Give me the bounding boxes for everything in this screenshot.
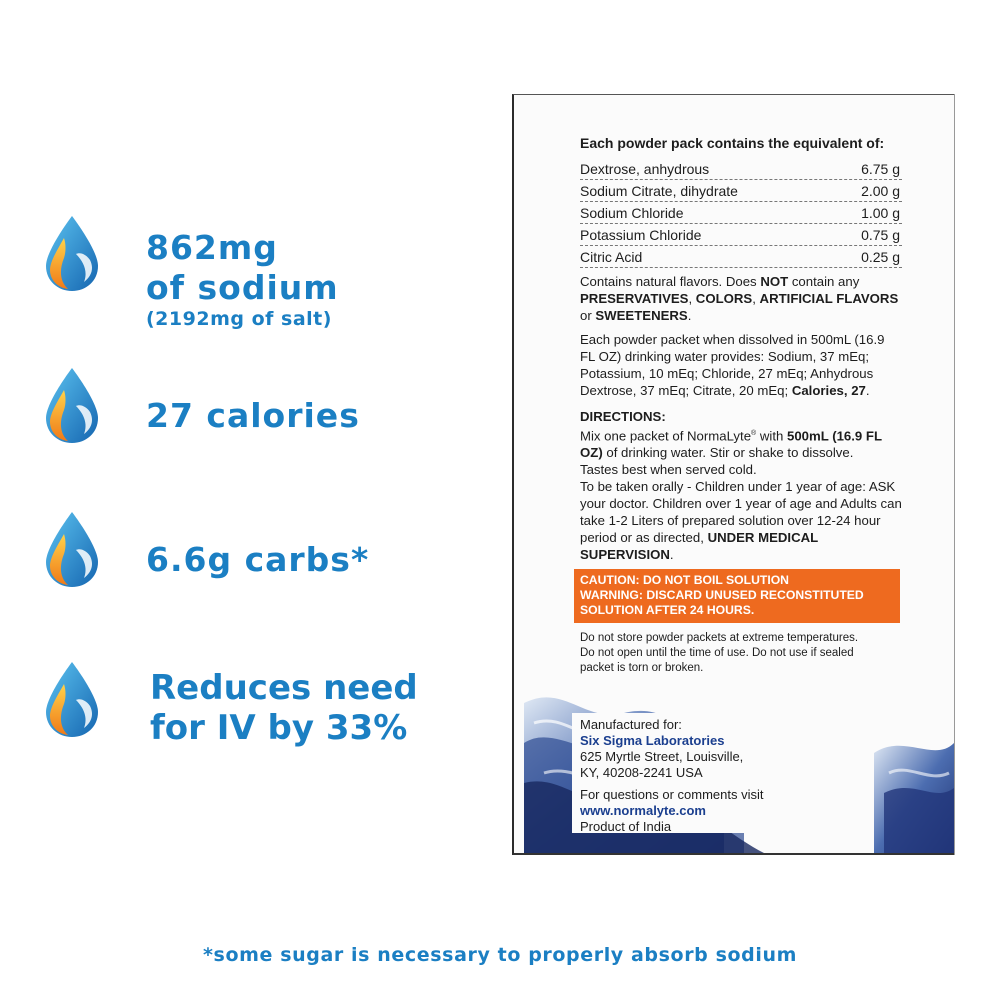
feature-carbs [44,510,369,588]
storage-text: Do not store powder packets at extreme temperatures. Do not open until the time of use. Do not use if sealed packet is torn or broken. [580,632,859,675]
footnote: *some sugar is necessary to properly absorb sodium [203,944,797,966]
product-label [580,95,902,676]
questions-text: For questions or comments visit [580,787,764,802]
ingredient-amount: 1.00 g [861,205,900,221]
manufactured-for-label: Manufactured for: [580,717,682,732]
feature-line: 862mg [146,228,278,267]
product-box-panel [512,94,954,855]
caution-banner [574,569,900,623]
ingredient-row [580,158,902,180]
feature-sodium [44,214,339,330]
provides-text: Each powder packet when dissolved in 500mL (16.9 FL OZ) drinking water provides: Sodium, 37 mEq; Potassium, 10 mEq; Chloride, 27 mEq; Anhydrous Dextrose, 37 mEq; Citrate, 20 mEq; Calories, 27. [580,332,885,398]
feature-iv [44,660,418,748]
ingredient-name: Citric Acid [580,249,643,265]
usage-text: To be taken orally - Children under 1 year of age: ASK your doctor. Children over 1 year of age and Adults can take 1-2 Liters of prepared solution over 12-24 hour period or as directed, UNDER MEDICAL SUPERVISION. [580,479,902,563]
feature-line: of sodium [146,268,339,307]
feature-line: 27 calories [146,396,360,435]
feature-line: Reduces need [150,668,418,708]
ingredient-row [580,246,902,268]
ingredient-name: Sodium Citrate, dihydrate [580,183,738,199]
address-line: KY, 40208-2241 USA [580,765,703,780]
feature-line: 6.6g carbs* [146,540,370,579]
ingredient-amount: 0.25 g [861,249,900,265]
company-name: Six Sigma Laboratories [580,733,725,748]
warning-line: WARNING: DISCARD UNUSED RECONSTITUTED SOLUTION AFTER 24 HOURS. [580,588,864,618]
website-link: www.normalyte.com [580,803,706,818]
tastes-text: Tastes best when served cold. [580,462,757,478]
ingredients-table [580,158,902,268]
caution-line: CAUTION: DO NOT BOIL SOLUTION [580,573,789,588]
feature-line: for IV by 33% [150,708,408,748]
ingredient-row [580,202,902,224]
feature-subline: (2192mg of salt) [146,308,332,330]
ingredient-name: Potassium Chloride [580,227,702,243]
water-drop-icon [44,510,100,588]
ingredient-amount: 6.75 g [861,161,900,177]
flavors-text: Contains natural flavors. Does NOT contain any PRESERVATIVES, COLORS, ARTIFICIAL FLAVORS or SWEETENERS. [580,274,899,323]
feature-calories [44,366,360,444]
water-drop-icon [44,214,100,292]
address-line: 625 Myrtle Street, Louisville, [580,749,744,764]
directions-title: DIRECTIONS: [580,409,666,424]
ingredient-amount: 2.00 g [861,183,900,199]
water-drop-icon [44,366,100,444]
directions-text: Mix one packet of NormaLyte® with 500mL (16.9 FL OZ) of drinking water. Stir or shake to dissolve. [580,428,882,461]
manufacturer-info [580,717,860,835]
ingredient-name: Sodium Chloride [580,205,684,221]
ingredient-name: Dextrose, anhydrous [580,161,710,177]
ingredients-header: Each powder pack contains the equivalent of: [580,135,885,151]
origin-text: Product of India [580,819,672,834]
ingredient-row [580,224,902,246]
ingredient-amount: 0.75 g [861,227,900,243]
water-drop-icon [44,660,100,738]
ingredient-row [580,180,902,202]
